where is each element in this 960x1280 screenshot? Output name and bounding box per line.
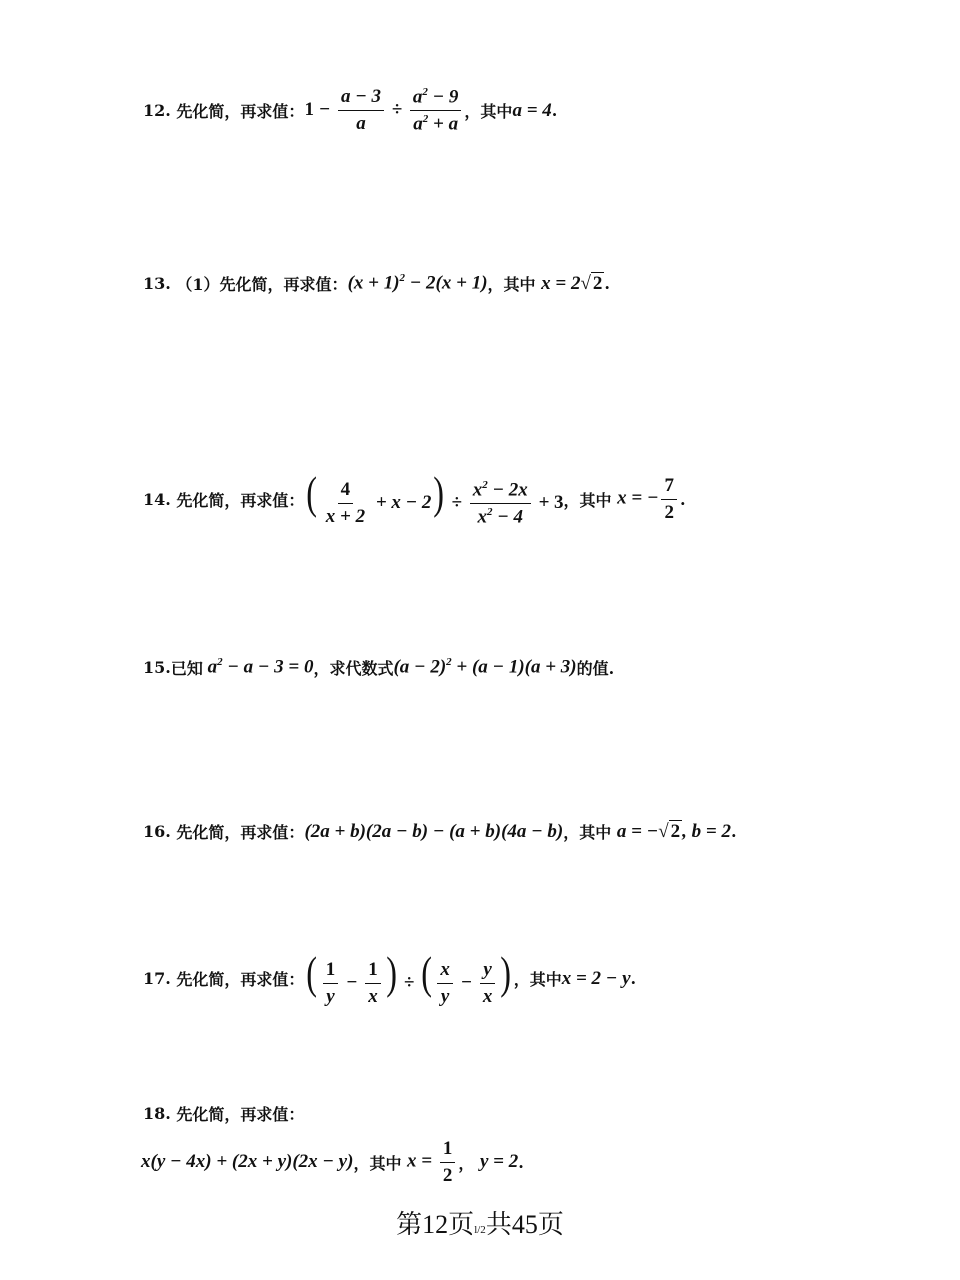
q16-end: . bbox=[730, 822, 737, 841]
q16-cond: ，其中 bbox=[563, 823, 612, 842]
q17-number: 17. bbox=[143, 969, 171, 989]
q18-sep: ， bbox=[458, 1153, 475, 1173]
q12-expression: 1 − $\frac{a - 3}{a}$ ÷ $\frac{a^2 - 9}{a^2 + a}$ bbox=[304, 86, 464, 135]
q15-expression: $(a - 2)^2 + (a - 1)(a + 3)$ bbox=[393, 656, 577, 678]
q18-cond: ，其中 bbox=[353, 1153, 402, 1173]
q16-number: 16. bbox=[143, 822, 171, 841]
page-footer bbox=[0, 1204, 960, 1241]
question-18-line2 bbox=[141, 1138, 524, 1187]
q16-cond-expr: a = − √ 2 , b = 2 bbox=[616, 821, 731, 842]
question-13 bbox=[143, 272, 610, 295]
q18-expression: x(y − 4x) + (2x + y)(2x − y) bbox=[141, 1151, 354, 1173]
q13-number: 13. bbox=[143, 274, 171, 293]
q14-number: 14. bbox=[143, 489, 171, 509]
q13-end: . bbox=[604, 274, 610, 293]
q15-intro: 已知 bbox=[170, 659, 203, 678]
q17-end: . bbox=[630, 969, 637, 989]
q17-expression: ( $\frac{1}{y}$ − $\frac{1}{x}$ ) ÷ ( $\frac{x}{y}$ − $\frac{y}{x}$ ) bbox=[306, 947, 512, 1008]
question-16 bbox=[143, 820, 737, 843]
question-15 bbox=[143, 656, 614, 679]
q14-end: . bbox=[679, 489, 686, 509]
q13-intro: （1）先化简，再求值： bbox=[176, 275, 348, 294]
q15-end: 的值. bbox=[576, 659, 615, 678]
q16-expression: (2a + b)(2a − b) − (a + b)(4a − b) bbox=[304, 820, 564, 842]
q18-intro: 先化简，再求值： bbox=[176, 1105, 305, 1124]
footer-total: 共45页 bbox=[485, 1210, 564, 1239]
q14-intro: 先化简，再求值： bbox=[176, 490, 305, 510]
q15-given: $a^2 - a - 3 = 0$ bbox=[202, 656, 314, 678]
q17-cond: ，其中 bbox=[513, 970, 562, 990]
q17-intro: 先化简，再求值： bbox=[176, 970, 305, 990]
question-18 bbox=[143, 1102, 304, 1125]
question-12 bbox=[143, 86, 557, 135]
q16-intro: 先化简，再求值： bbox=[176, 823, 305, 842]
q12-end: . bbox=[551, 101, 558, 121]
q12-cond-expr: a = 4 bbox=[512, 99, 552, 121]
q12-intro: 先化简，再求值： bbox=[176, 102, 305, 122]
q12-cond: ，其中 bbox=[464, 102, 513, 122]
footer-small: l/2 bbox=[474, 1224, 486, 1236]
q18-end: . bbox=[518, 1152, 524, 1172]
q14-expression: ( $\frac{4}{x + 2}$ + x − 2) ÷ $\frac{x^2 - 2x}{x^2 - 4}$ + 3 bbox=[306, 467, 564, 528]
q18-cond-y: y = 2 bbox=[479, 1151, 519, 1173]
q14-cond: ，其中 bbox=[563, 490, 612, 510]
q13-expression: $(x + 1)^2 - 2(x + 1)$ bbox=[347, 272, 488, 294]
question-17 bbox=[143, 947, 637, 1008]
q13-cond-expr: x = 2 √ 2 bbox=[541, 273, 603, 294]
question-14 bbox=[143, 467, 686, 528]
q14-cond-expr: x = − $\frac{7}{2}$ bbox=[617, 475, 680, 524]
q17-cond-expr: x = 2 − y bbox=[561, 967, 631, 989]
q18-number: 18. bbox=[143, 1104, 171, 1123]
q18-cond-x: x = $\frac{1}{2}$ bbox=[407, 1138, 458, 1187]
footer-page: 第12页 bbox=[396, 1210, 475, 1239]
q15-number: 15. bbox=[143, 658, 171, 677]
q13-cond: ，其中 bbox=[487, 275, 536, 294]
q15-mid: ，求代数式 bbox=[313, 659, 394, 678]
q12-number: 12. bbox=[143, 101, 171, 121]
